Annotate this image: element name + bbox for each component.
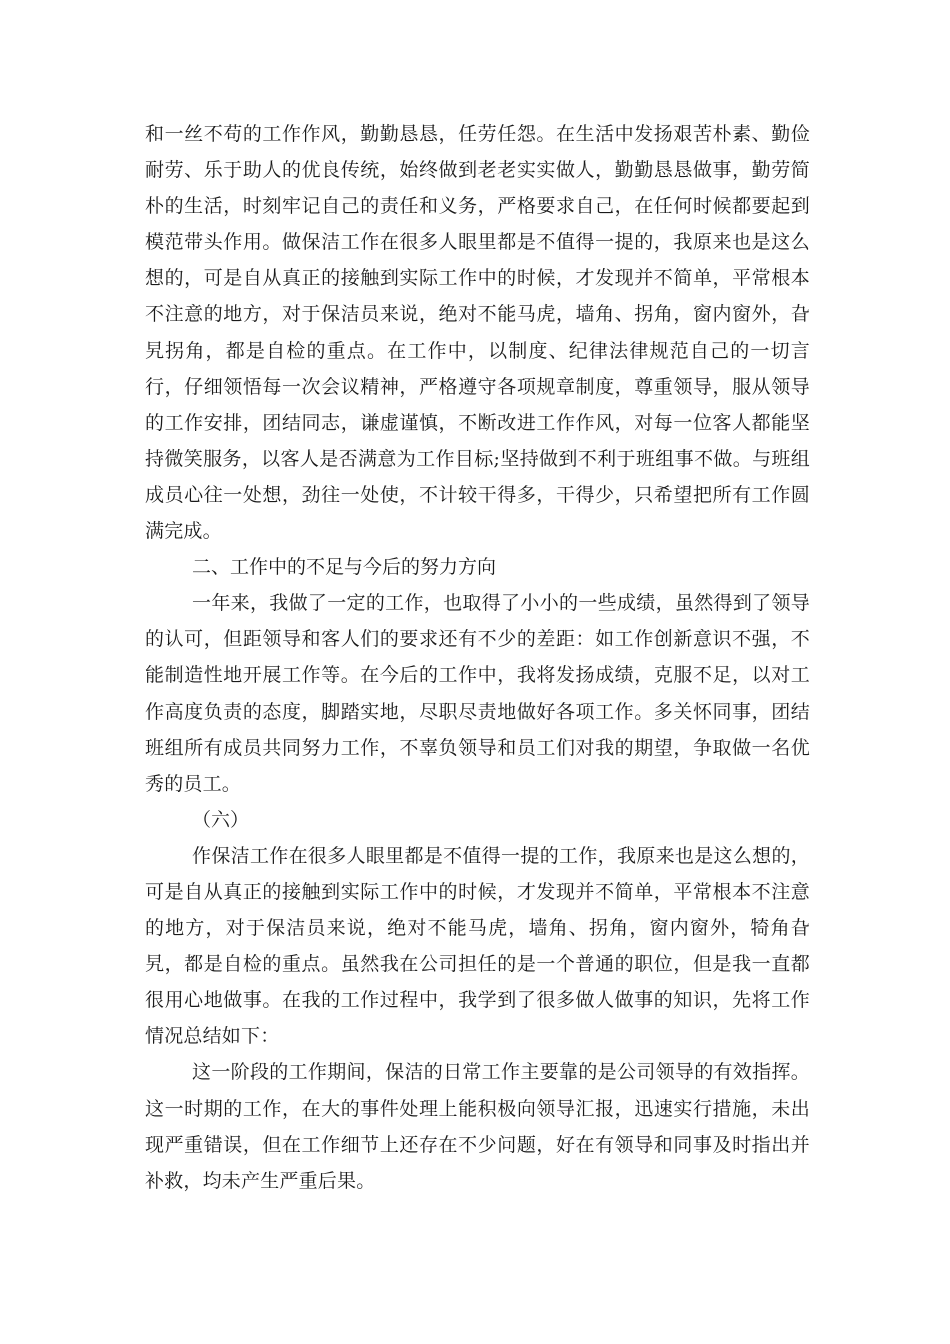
body-paragraph-4: 这一阶段的工作期间，保洁的日常工作主要靠的是公司领导的有效指挥。这一时期的工作，在大的事件处理上能积极向领导汇报，迅速实行措施，未出现严重错误，但在工作细节上还存在不少问题，好在有领导和同事及时指出并补救，均未产生严重后果。	[145, 1061, 810, 1192]
body-paragraph-1: 和一丝不苟的工作作风，勤勤恳恳，任劳任怨。在生活中发扬艰苦朴素、勤俭耐劳、乐于助人的优良传统，始终做到老老实实做人，勤勤恳恳做事，勤劳简朴的生活，时刻牢记自己的责任和义务，严格要求自己，在任何时候都要起到模范带头作用。做保洁工作在很多人眼里都是不值得一提的，我原来也是这么想的，可是自从真正的接触到实际工作中的时候，才发现并不简单，平常根本不注意的地方，对于保洁员来说，绝对不能马虎，墙角、拐角，窗内窗外，旮旯拐角，都是自检的重点。在工作中，以制度、纪律法律规范自己的一切言行，仔细领悟每一次会议精神，严格遵守各项规章制度，尊重领导，服从领导的工作安排，团结同志，谦虚谨慎，不断改进工作作风，对每一位客人都能坚持微笑服务，以客人是否满意为工作目标;坚持做到不利于班组事不做。与班组成员心往一处想，劲往一处使，不计较干得多，干得少，只希望把所有工作圆满完成。	[145, 123, 810, 543]
body-paragraph-2: 一年来，我做了一定的工作，也取得了小小的一些成绩，虽然得到了领导的认可，但距领导和客人们的要求还有不少的差距：如工作创新意识不强，不能制造性地开展工作等。在今后的工作中，我将发扬成绩，克服不足，以对工作高度负责的态度，脚踏实地，尽职尽责地做好各项工作。多关怀同事，团结班组所有成员共同努力工作，不辜负领导和员工们对我的期望，争取做一名优秀的员工。	[145, 592, 810, 795]
section-heading-6: （六）	[192, 808, 250, 831]
body-paragraph-3: 作保洁工作在很多人眼里都是不值得一提的工作，我原来也是这么想的，可是自从真正的接触到实际工作中的时候，才发现并不简单，平常根本不注意的地方，对于保洁员来说，绝对不能马虎，墙角、拐角，窗内窗外，犄角旮旯，都是自检的重点。虽然我在公司担任的是一个普通的职位，但是我一直都很用心地做事。在我的工作过程中，我学到了很多做人做事的知识，先将工作情况总结如下：	[145, 844, 810, 1048]
document-page	[145, 116, 810, 1199]
section-heading-2: 二、工作中的不足与今后的努力方向	[192, 556, 497, 579]
